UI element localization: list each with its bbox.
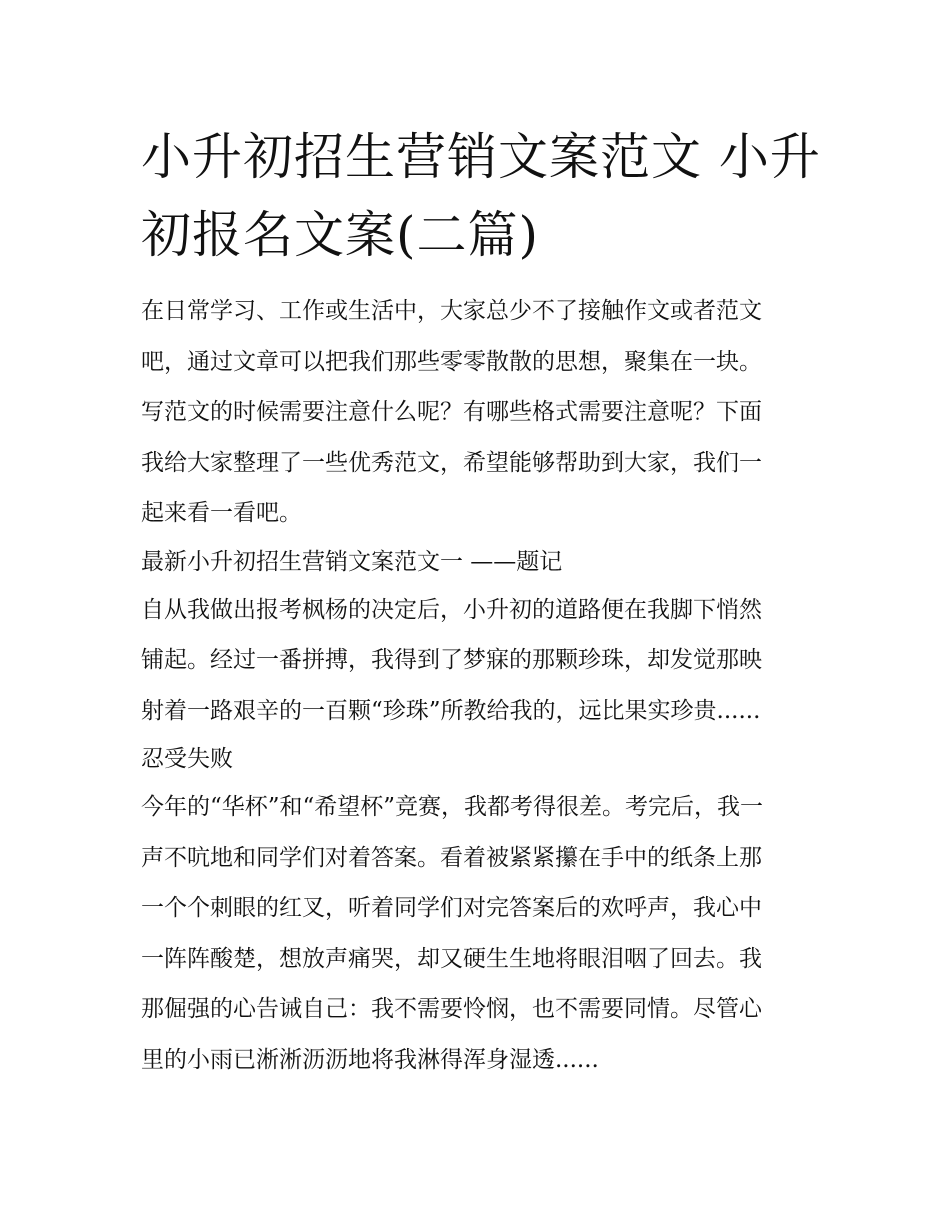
body-line: 那倔强的心告诫自己：我不需要怜悯，也不需要同情。尽管心 [141, 996, 762, 1022]
body-line: 一个个刺眼的红叉，听着同学们对完答案后的欢呼声，我心中 [141, 895, 762, 921]
title-line-1: 小升初招生营销文案范文 小升 [141, 128, 821, 186]
epigraph-line: 铺起。经过一番拼搏，我得到了梦寐的那颗珍珠，却发觉那映 [141, 647, 762, 673]
body-paragraph [141, 782, 816, 1085]
intro-line: 在日常学习、工作或生活中，大家总少不了接触作文或者范文 [141, 298, 762, 324]
intro-line: 吧，通过文章可以把我们那些零零散散的思想，聚集在一块。 [141, 348, 762, 375]
intro-line: 写范文的时候需要注意什么呢？有哪些格式需要注意呢？下面 [141, 399, 762, 425]
title-line-2: 初报名文案(二篇) [141, 206, 540, 264]
intro-line: 起来看一看吧。 [141, 500, 302, 526]
document-title [141, 118, 821, 274]
body-line: 今年的“华杯”和“希望杯”竞赛，我都考得很差。考完后，我一 [141, 794, 764, 820]
document-page [141, 118, 821, 1085]
subheading: 忍受失败 [141, 746, 233, 772]
epigraph-line: 射着一路艰辛的一百颗“珍珠”所教给我的，远比果实珍贵...... [141, 697, 761, 724]
body-line: 一阵阵酸楚，想放声痛哭，却又硬生生地将眼泪咽了回去。我 [141, 945, 762, 972]
epigraph-line: 自从我做出报考枫杨的决定后，小升初的道路便在我脚下悄然 [141, 596, 762, 623]
section-heading: 最新小升初招生营销文案范文一 ——题记 [141, 548, 563, 575]
intro-line: 我给大家整理了一些优秀范文，希望能够帮助到大家，我们一 [141, 449, 762, 476]
body-line: 里的小雨已淅淅沥沥地将我淋得浑身湿透...... [141, 1046, 599, 1073]
intro-paragraph [141, 286, 816, 539]
body-line: 声不吭地和同学们对着答案。看着被紧紧攥在手中的纸条上那 [141, 844, 762, 871]
epigraph-paragraph [141, 585, 816, 737]
